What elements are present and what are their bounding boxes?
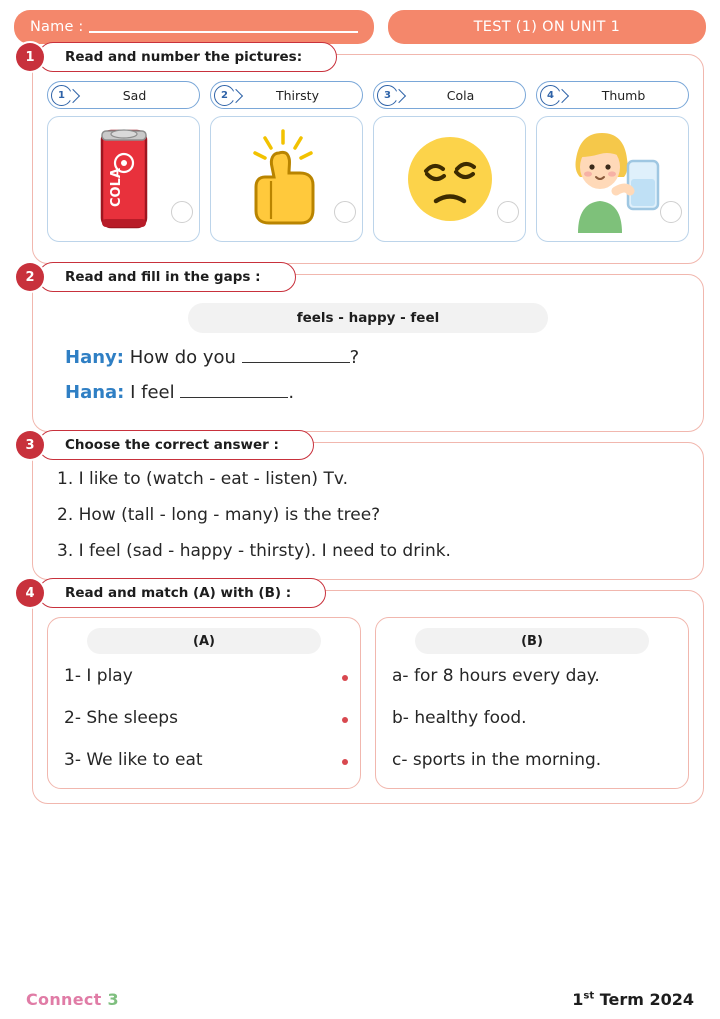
word-pill[interactable] — [47, 81, 200, 109]
answer-circle[interactable] — [497, 201, 519, 223]
exercise-2-number: 2 — [16, 263, 44, 291]
term-ordinal: 1 — [572, 990, 584, 1009]
exercise-3-title: Choose the correct answer : — [38, 430, 314, 460]
header — [0, 0, 720, 44]
word-label: Sad — [122, 87, 147, 103]
dialog-line: Hana: I feel . — [65, 382, 295, 403]
picture-frame-thumb — [210, 116, 363, 242]
word-badge: 2 — [214, 85, 235, 106]
name-label: Name : — [30, 19, 84, 35]
term-label — [572, 990, 694, 1009]
svg-text:COLA: COLA — [108, 168, 124, 207]
thirsty-boy-icon — [558, 119, 668, 239]
speaker-name: Hany — [65, 347, 117, 368]
match-item-text: 1- I play — [64, 666, 133, 686]
dialog-line: Hany: How do you ? — [65, 347, 360, 368]
exercise-2 — [16, 269, 704, 432]
picture-item — [210, 81, 363, 249]
mcq-question[interactable]: 1. I like to (watch - eat - listen) Tv. — [57, 469, 348, 489]
brand-label — [26, 990, 119, 1009]
exercise-1-number: 1 — [16, 43, 44, 71]
column-a — [47, 617, 361, 789]
exercise-1 — [16, 49, 704, 264]
word-pill[interactable] — [210, 81, 363, 109]
answer-blank[interactable] — [180, 397, 288, 398]
word-badge: 4 — [540, 85, 561, 106]
word-pill[interactable] — [373, 81, 526, 109]
column-a-header: (A) — [87, 628, 321, 654]
picture-item — [536, 81, 689, 249]
exercise-3-heading — [16, 430, 314, 460]
match-item-text: 3- We like to eat — [64, 750, 203, 770]
exercise-3-body — [32, 442, 704, 580]
answer-circle[interactable] — [660, 201, 682, 223]
column-b-header: (B) — [415, 628, 649, 654]
picture-frame-thirsty-boy — [536, 116, 689, 242]
term-text: Term 2024 — [599, 990, 694, 1009]
match-item-b[interactable]: a- for 8 hours every day. — [392, 666, 600, 686]
dialog-suffix: ? — [349, 347, 360, 368]
name-input-line[interactable] — [89, 19, 357, 33]
brand-name: Connect — [26, 990, 102, 1009]
thumbs-up-icon — [239, 123, 335, 235]
word-bank: feels - happy - feel — [188, 303, 548, 333]
sad-face-icon — [400, 129, 500, 229]
exercise-1-body — [32, 54, 704, 264]
exercise-2-title: Read and fill in the gaps : — [38, 262, 296, 292]
speaker-name: Hana — [65, 382, 118, 403]
answer-circle[interactable] — [171, 201, 193, 223]
picture-item — [373, 81, 526, 249]
word-label: Thumb — [601, 87, 646, 103]
match-item-b[interactable]: b- healthy food. — [392, 708, 527, 728]
exercise-2-body — [32, 274, 704, 432]
match-item-text: 2- She sleeps — [64, 708, 178, 728]
match-item-b[interactable]: c- sports in the morning. — [392, 750, 602, 770]
column-b — [375, 617, 689, 789]
dialog-text: How do you — [129, 347, 236, 368]
answer-circle[interactable] — [334, 201, 356, 223]
match-dot[interactable] — [342, 759, 348, 765]
exercise-4-heading — [16, 578, 326, 608]
picture-frame-cola — [47, 116, 200, 242]
picture-item — [47, 81, 200, 249]
mcq-question[interactable]: 2. How (tall - long - many) is the tree? — [57, 505, 381, 525]
picture-frame-sad-face — [373, 116, 526, 242]
term-sup: st — [583, 990, 595, 1002]
dialog-text: I feel — [130, 382, 175, 403]
name-field[interactable] — [14, 10, 374, 44]
exercise-4-body — [32, 590, 704, 804]
exercise-3 — [16, 437, 704, 580]
exercise-1-title: Read and number the pictures: — [38, 42, 337, 72]
word-badge: 1 — [51, 85, 72, 106]
exercise-4-number: 4 — [16, 579, 44, 607]
exercise-3-number: 3 — [16, 431, 44, 459]
exercise-4 — [16, 585, 704, 804]
match-dot[interactable] — [342, 675, 348, 681]
exercise-2-heading — [16, 262, 296, 292]
brand-number: 3 — [107, 990, 119, 1009]
picture-row — [47, 81, 689, 249]
dialog-suffix: . — [288, 382, 295, 403]
matching-columns — [47, 617, 689, 789]
match-item-a[interactable] — [64, 708, 350, 730]
word-pill[interactable] — [536, 81, 689, 109]
cola-can-icon — [89, 125, 159, 233]
exercise-1-heading — [16, 42, 337, 72]
match-dot[interactable] — [342, 717, 348, 723]
word-badge: 3 — [377, 85, 398, 106]
exercise-4-title: Read and match (A) with (B) : — [38, 578, 326, 608]
match-item-a[interactable] — [64, 666, 350, 688]
test-title: TEST (1) ON UNIT 1 — [388, 10, 706, 44]
mcq-question[interactable]: 3. I feel (sad - happy - thirsty). I need to drink. — [57, 541, 451, 561]
answer-blank[interactable] — [242, 362, 350, 363]
word-label: Thirsty — [276, 87, 319, 103]
match-item-a[interactable] — [64, 750, 350, 772]
word-label: Cola — [446, 87, 475, 103]
footer — [0, 990, 720, 1009]
